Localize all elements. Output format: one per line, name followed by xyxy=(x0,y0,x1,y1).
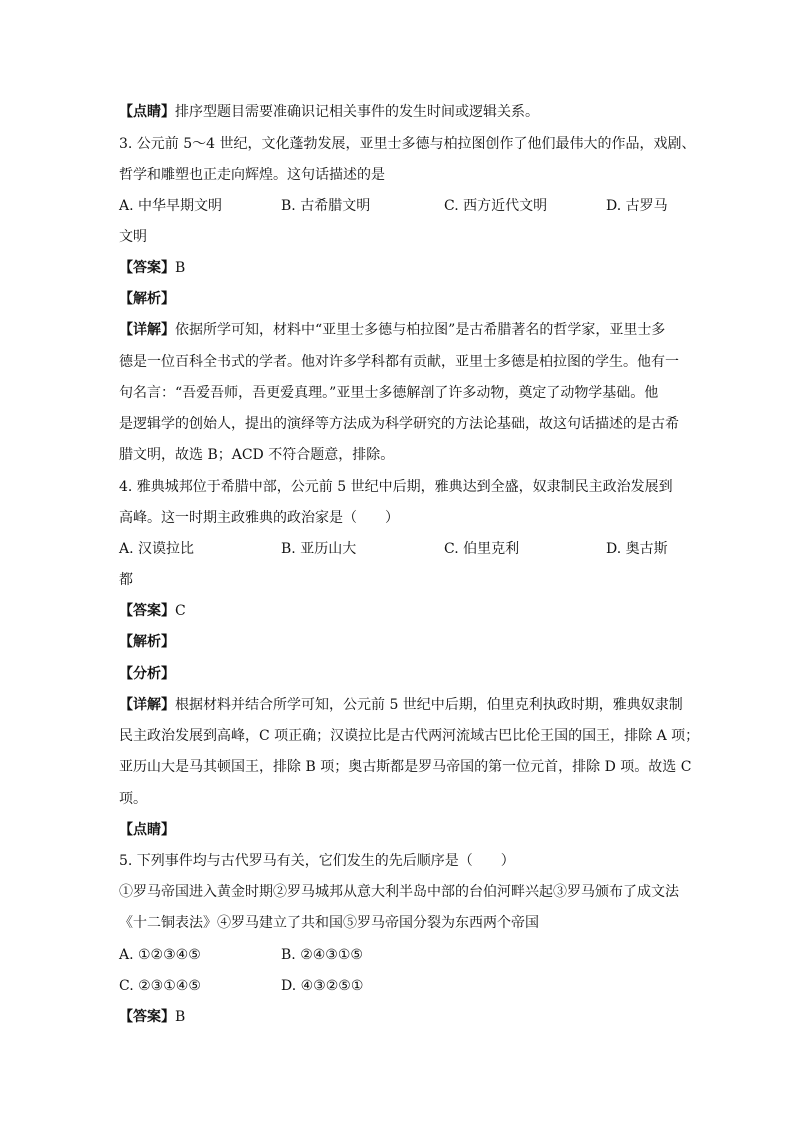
line-text: 根据材料并结合所学可知，公元前 5 世纪中后期，伯里克利执政时期，雅典奴隶制 xyxy=(175,697,683,713)
explanation-line-2: 民主政治发展到高峰，C 项正确；汉谟拉比是古代两河流域古巴比伦王国的国王，排除 A 项； xyxy=(119,728,700,744)
question-4-stem-line-1: 4. 雅典城邦位于希腊中部，公元前 5 世纪中后期，雅典达到全盛，奴隶制民主政治发展到 xyxy=(119,479,673,495)
tag-label: 【解析】 xyxy=(119,291,175,307)
question-5-stem-line-3: 《十二铜表法》④罗马建立了共和国⑤罗马帝国分裂为东西两个帝国 xyxy=(119,915,539,931)
explanation-line-3: 亚历山大是马其顿国王，排除 B 项；奥古斯都是罗马帝国的第一位元首，排除 D 项。故选 C xyxy=(119,759,692,775)
tag-label: 【答案】 xyxy=(119,603,175,619)
tag-label: 【答案】 xyxy=(119,260,175,276)
option-a: A. 汉谟拉比 xyxy=(119,541,195,557)
explanation-line-4: 是逻辑学的创始人，提出的演绎等方法成为科学研究的方法论基础，故这句话描述的是古希 xyxy=(119,416,679,432)
analysis-heading xyxy=(119,289,175,309)
explanation-line-4: 项。 xyxy=(119,791,147,807)
option-d-continued: 都 xyxy=(119,572,133,588)
tag-label: 【详解】 xyxy=(119,697,175,713)
explanation-line-1 xyxy=(119,695,683,715)
analysis-heading xyxy=(119,632,175,652)
option-c: C. 伯里克利 xyxy=(444,541,520,557)
explanation-line-1 xyxy=(119,320,665,340)
question-3-stem-line-1: 3. 公元前 5～4 世纪，文化蓬勃发展，亚里士多德与柏拉图创作了他们最伟大的作品，戏剧、 xyxy=(119,136,696,152)
note-heading-line xyxy=(119,102,539,122)
option-b: B. 亚历山大 xyxy=(281,541,357,557)
tag-label: 【分析】 xyxy=(119,666,175,682)
answer-line xyxy=(119,601,186,621)
option-d-continued: 文明 xyxy=(119,229,147,245)
answer-value: B xyxy=(175,1009,186,1025)
explanation-line-2: 德是一位百科全书式的学者。他对许多学科都有贡献，亚里士多德是柏拉图的学生。他有一 xyxy=(119,354,679,370)
question-5-stem-line-1: 5. 下列事件均与古代罗马有关，它们发生的先后顺序是（ ） xyxy=(119,853,515,869)
answer-line xyxy=(119,258,185,278)
answer-line xyxy=(119,1007,185,1027)
tag-label: 【点睛】 xyxy=(119,822,175,838)
option-d: D. 奥古斯 xyxy=(606,541,668,557)
option-a: A. ①②③④⑤ xyxy=(119,947,201,963)
line-text: 依据所学可知，材料中“亚里士多德与柏拉图”是古希腊著名的哲学家，亚里士多 xyxy=(175,322,666,338)
tag-label: 【答案】 xyxy=(119,1009,175,1025)
option-b: B. ②④③①⑤ xyxy=(281,947,363,963)
option-c: C. ②③①④⑤ xyxy=(119,978,201,994)
option-c: C. 西方近代文明 xyxy=(444,198,548,214)
analysis-sub-heading xyxy=(119,664,175,684)
question-3-stem-line-2: 哲学和雕塑也正走向辉煌。这句话描述的是 xyxy=(119,167,385,183)
answer-value: B xyxy=(175,260,186,276)
question-5-stem-line-2: ①罗马帝国进入黄金时期②罗马城邦从意大利半岛中部的台伯河畔兴起③罗马颁布了成文法 xyxy=(119,884,679,900)
note-heading xyxy=(119,820,175,840)
option-b: B. 古希腊文明 xyxy=(281,198,371,214)
option-d: D. 古罗马 xyxy=(606,198,668,214)
tag-label: 【详解】 xyxy=(119,322,175,338)
answer-value: C xyxy=(175,603,186,619)
explanation-line-5: 腊文明，故选 B；ACD 不符合题意，排除。 xyxy=(119,447,395,463)
question-4-stem-line-2: 高峰。这一时期主政雅典的政治家是（ ） xyxy=(119,510,399,526)
option-a: A. 中华早期文明 xyxy=(119,198,223,214)
explanation-line-3: 句名言：“吾爱吾师，吾更爱真理。”亚里士多德解剖了许多动物，奠定了动物学基础。他 xyxy=(119,385,659,401)
tag-label: 【解析】 xyxy=(119,634,175,650)
tag-label: 【点睛】 xyxy=(119,104,175,120)
option-d: D. ④③②⑤① xyxy=(281,978,364,994)
line-text: 排序型题目需要准确识记相关事件的发生时间或逻辑关系。 xyxy=(175,104,539,120)
